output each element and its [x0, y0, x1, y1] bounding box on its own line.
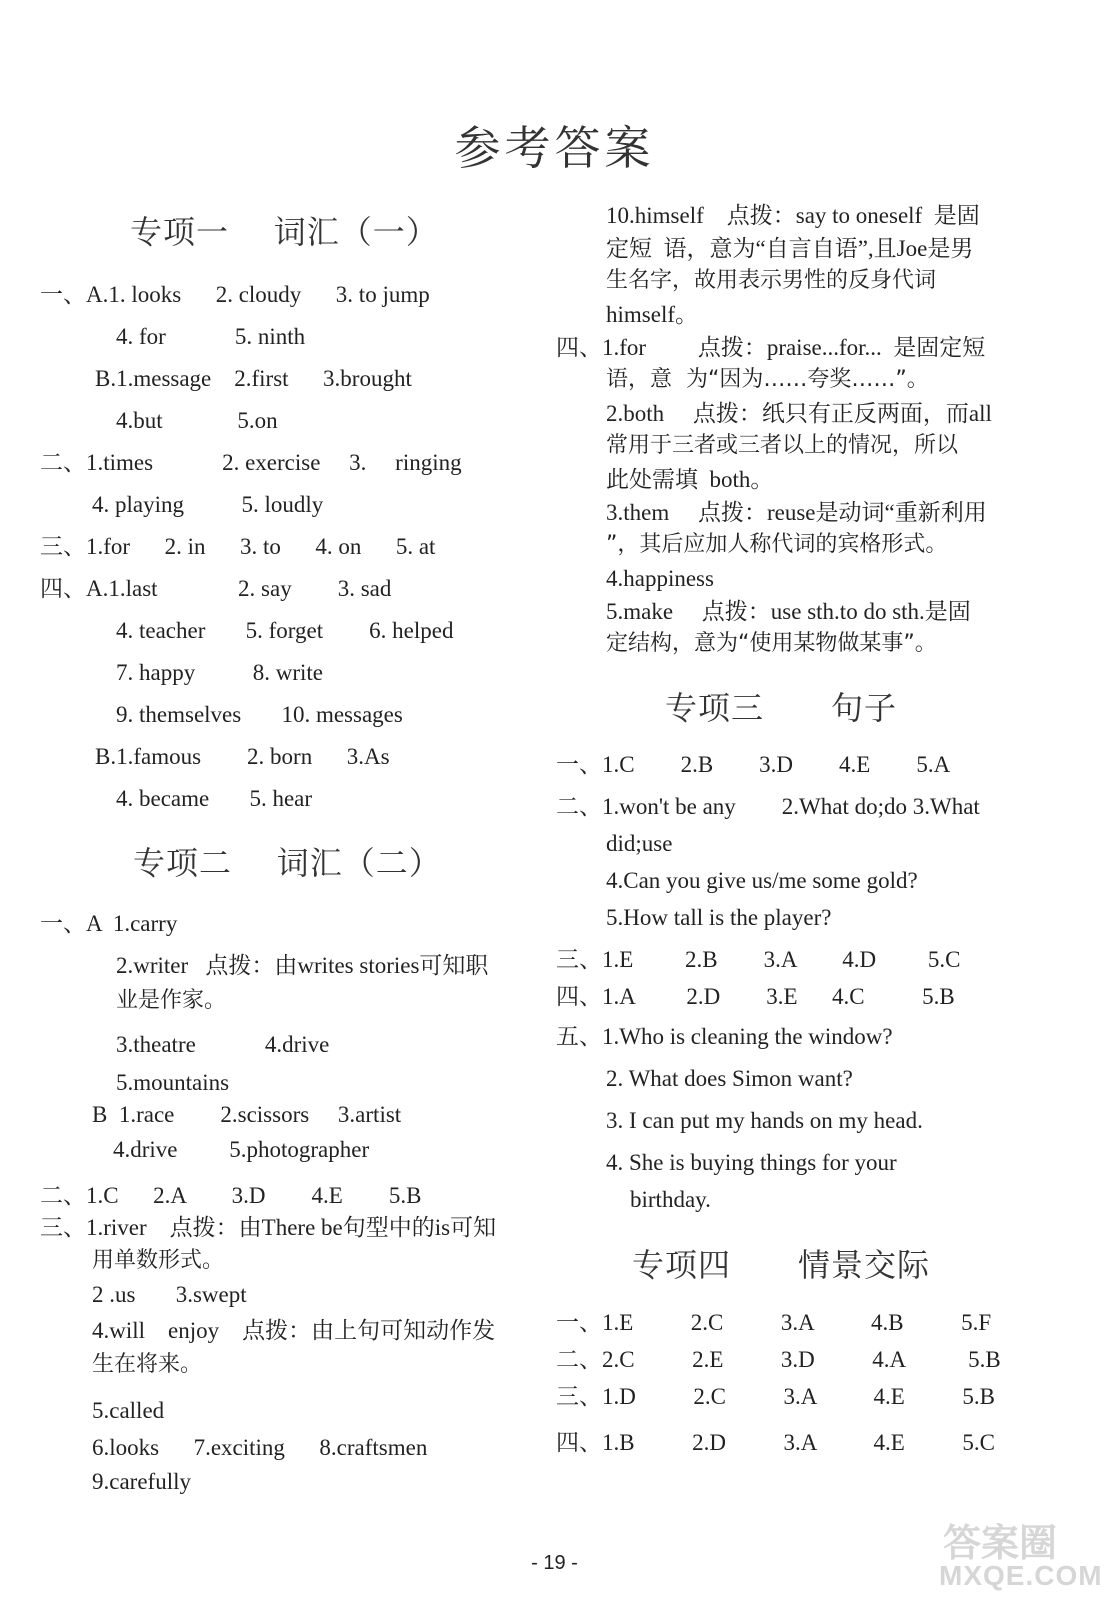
answer-line: 定结构，意为“使用某物做某事”。	[606, 631, 937, 656]
watermark-logo-text: 答案圈	[943, 1521, 1058, 1565]
page-number: - 19 -	[531, 1552, 578, 1574]
answer-line: 4. for 5. ninth	[116, 324, 306, 349]
answer-line: 三、1.river 点拨：由There be句型中的is可知	[40, 1215, 497, 1240]
answer-line: 生在将来。	[92, 1352, 203, 1377]
answer-line: 2 .us 3.swept	[92, 1282, 247, 1307]
answer-line: 10.himself 点拨：say to oneself 是固	[606, 203, 980, 228]
answer-line: 4.drive 5.photographer	[113, 1137, 370, 1162]
watermark-logo	[935, 1512, 1105, 1597]
answer-line: 3.theatre 4.drive	[116, 1032, 330, 1057]
answer-line: 4.but 5.on	[116, 408, 278, 433]
answer-line: 4. became 5. hear	[116, 786, 313, 811]
answer-line: 5.mountains	[116, 1070, 230, 1095]
answer-line: 二、2.C 2.E 3.D 4.A 5.B	[556, 1347, 1001, 1372]
answer-line: B.1.famous 2. born 3.As	[95, 744, 390, 769]
answer-line: 三、1.for 2. in 3. to 4. on 5. at	[40, 534, 436, 559]
page-title: 参考答案	[454, 121, 655, 175]
answer-line: 一、1.E 2.C 3.A 4.B 5.F	[556, 1310, 992, 1335]
answer-line: B 1.race 2.scissors 3.artist	[92, 1102, 402, 1127]
answer-line: 4.will enjoy 点拨：由上句可知动作发	[92, 1318, 496, 1343]
answer-line: 2. What does Simon want?	[606, 1066, 853, 1091]
answer-line: 二、1.won't be any 2.What do;do 3.What	[556, 794, 980, 819]
answer-line: 四、1.for 点拨：praise...for... 是固定短	[556, 335, 986, 360]
answer-line: himself。	[606, 302, 698, 327]
answer-line: 一、A.1. looks 2. cloudy 3. to jump	[40, 282, 430, 307]
answer-line: 9.carefully	[92, 1469, 191, 1494]
answer-line: 二、1.times 2. exercise 3. ringing	[40, 450, 462, 475]
answer-line: 9. themselves 10. messages	[116, 702, 403, 727]
section-title-2: 专项二 词汇（二）	[133, 844, 442, 882]
watermark-site: MXQE.COM	[939, 1560, 1103, 1591]
answer-line: 定短 语，意为“自言自语”,且Joe是男	[606, 236, 974, 261]
answer-line: 二、1.C 2.A 3.D 4.E 5.B	[40, 1183, 422, 1208]
answer-line: 用单数形式。	[92, 1248, 225, 1273]
answer-line: 4. She is buying things for your	[606, 1150, 897, 1175]
answer-line: 4.Can you give us/me some gold?	[606, 868, 918, 893]
answer-line: 四、1.A 2.D 3.E 4.C 5.B	[556, 984, 955, 1009]
answer-line: 4. playing 5. loudly	[92, 492, 324, 517]
answer-line: 业是作家。	[116, 988, 227, 1013]
answer-line: 生名字，故用表示男性的反身代词	[606, 268, 937, 293]
answer-line: 一、A 1.carry	[40, 911, 178, 936]
answer-line: 四、A.1.last 2. say 3. sad	[40, 576, 392, 601]
section-title-1: 专项一 词汇（一）	[130, 213, 439, 251]
answer-line: ”，其后应加人称代词的宾格形式。	[606, 532, 948, 557]
answer-line: 此处需填 both。	[606, 467, 774, 492]
answer-line: 常用于三者或三者以上的情况，所以	[606, 433, 959, 458]
answer-line: 三、1.E 2.B 3.A 4.D 5.C	[556, 947, 961, 972]
answer-line: B.1.message 2.first 3.brought	[95, 366, 412, 391]
answer-line: 三、1.D 2.C 3.A 4.E 5.B	[556, 1384, 995, 1409]
answer-line: 一、1.C 2.B 3.D 4.E 5.A	[556, 752, 951, 777]
answer-line: 2.writer 点拨：由writes stories可知职	[116, 953, 489, 978]
section-title-4: 专项四 情景交际	[632, 1246, 931, 1284]
answer-line: 7. happy 8. write	[116, 660, 323, 685]
answer-line: 5.called	[92, 1398, 165, 1423]
section-title-3: 专项三 句子	[665, 689, 898, 727]
answer-line: did;use	[606, 831, 673, 856]
answer-line: 6.looks 7.exciting 8.craftsmen	[92, 1435, 428, 1460]
answer-line: 四、1.B 2.D 3.A 4.E 5.C	[556, 1430, 995, 1455]
answer-line: 3. I can put my hands on my head.	[606, 1108, 923, 1133]
answer-line: 5.make 点拨：use sth.to do sth.是固	[606, 599, 971, 624]
answer-line: 5.How tall is the player?	[606, 905, 832, 930]
answer-line: 2.both 点拨：纸只有正反两面，而all	[606, 401, 992, 426]
answer-line: 3.them 点拨：reuse是动词“重新利用	[606, 500, 987, 525]
answer-line: 五、1.Who is cleaning the window?	[556, 1024, 893, 1049]
answer-line: 语，意 为“因为……夸奖……”。	[606, 367, 929, 392]
answer-line: birthday.	[630, 1187, 711, 1212]
answer-line: 4.happiness	[606, 566, 714, 591]
answer-line: 4. teacher 5. forget 6. helped	[116, 618, 454, 643]
